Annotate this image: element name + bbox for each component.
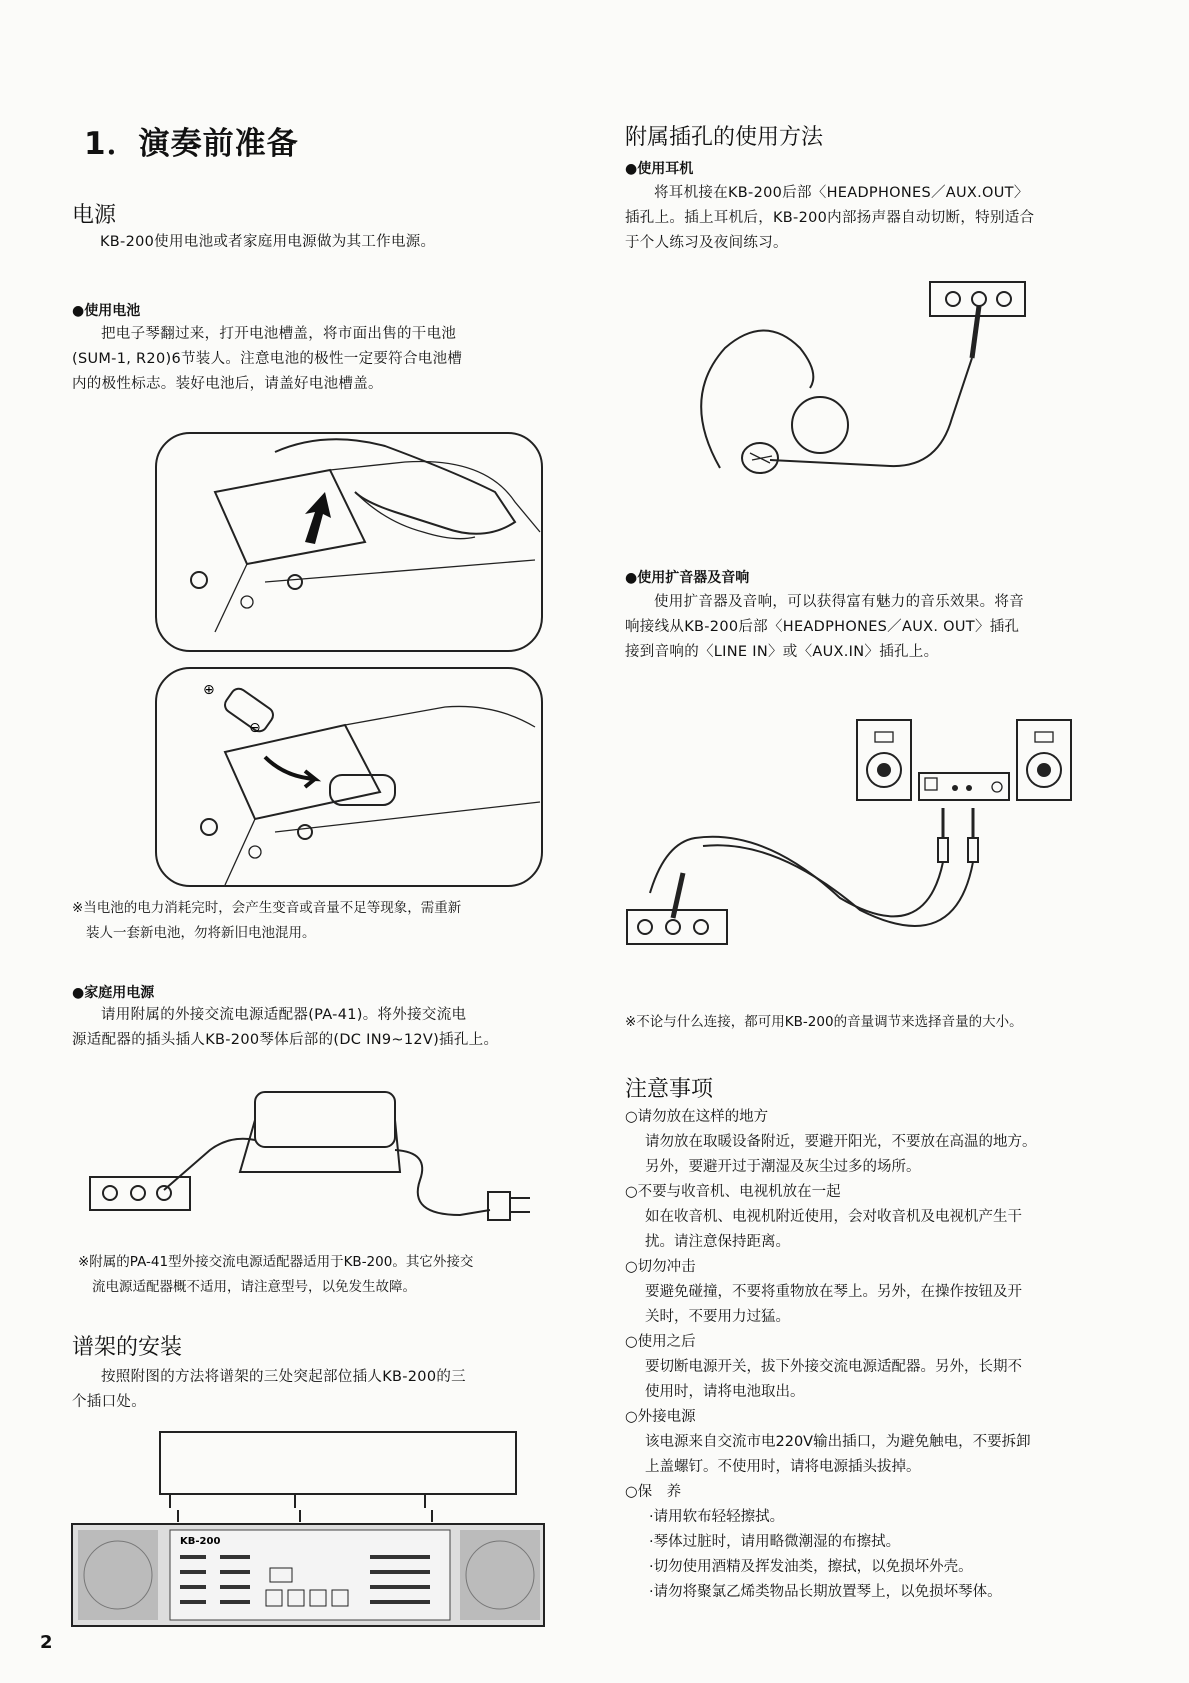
music-stand-illustration: [70, 1430, 546, 1630]
stand-line: 个插口处。: [72, 1394, 146, 1410]
caution-item-text: 要切断电源开关，拔下外接交流电源适配器。另外，长期不: [645, 1359, 1022, 1375]
headphone-heading: ●使用耳机: [625, 161, 694, 177]
caution-item-text: 扰。请注意保持距离。: [645, 1234, 790, 1250]
battery-line: 内的极性标志。装好电池后，请盖好电池槽盖。: [72, 376, 383, 392]
page-number: 2: [40, 1632, 53, 1653]
battery-cover-illustration: [155, 432, 543, 652]
svg-text:⊕: ⊕: [203, 682, 215, 698]
caution-item-title: ○切勿冲击: [625, 1259, 696, 1275]
battery-note: [72, 896, 562, 946]
headphone-illustration: [690, 278, 1040, 498]
caution-item-text: 要避免碰撞，不要将重物放在琴上。另外，在操作按钮及开: [645, 1284, 1022, 1300]
caution-item-text: 使用时，请将电池取出。: [645, 1384, 805, 1400]
headphone-line: 于个人练习及夜间练习。: [625, 235, 788, 251]
caution-item-text: 关时，不要用力过猛。: [645, 1309, 790, 1325]
battery-paragraph: [72, 322, 552, 397]
caution-item-title: ○外接电源: [625, 1409, 696, 1425]
caution-item: [625, 1255, 1105, 1330]
caution-item: [625, 1105, 1105, 1180]
care-bullet: ·请用软布轻轻擦拭。: [649, 1509, 785, 1525]
caution-item: [625, 1180, 1105, 1255]
power-heading: 电源: [72, 203, 117, 228]
caution-list: [625, 1105, 1105, 1605]
battery-heading: ●使用电池: [72, 303, 141, 319]
battery-line: 把电子琴翻过来，打开电池槽盖，将市面出售的干电池: [101, 326, 457, 342]
headphone-line: 插孔上。插上耳机后，KB-200内部扬声器自动切断，特别适合: [625, 210, 1035, 226]
home-line: 源适配器的插头插人KB-200琴体后部的(DC IN9~12V)插孔上。: [72, 1032, 499, 1048]
home-power-heading: ●家庭用电源: [72, 985, 155, 1001]
amp-paragraph: [625, 590, 1105, 665]
stand-heading: 谱架的安装: [72, 1335, 183, 1360]
caution-item-title: ○使用之后: [625, 1334, 696, 1350]
care-bullet: ·琴体过脏时，请用略微潮湿的布擦拭。: [649, 1534, 901, 1550]
page-title: 1．演奏前准备: [84, 126, 299, 162]
note-line: 流电源适配器概不适用，请注意型号，以免发生故障。: [92, 1279, 416, 1295]
stand-paragraph: [72, 1365, 562, 1415]
battery-line: (SUM-1, R20)6节装人。注意电池的极性一定要符合电池槽: [72, 351, 463, 367]
caution-item-text: 上盖螺钉。不使用时，请将电源插头拔掉。: [645, 1459, 921, 1475]
care-bullet: ·请勿将聚氯乙烯类物品长期放置琴上，以免损坏琴体。: [649, 1584, 1002, 1600]
amplifier-illustration: [625, 718, 1075, 948]
care-bullet: ·切勿使用酒精及挥发油类，擦拭，以免损坏外壳。: [649, 1559, 973, 1575]
caution-item-text: 请勿放在取暖设备附近，要避开阳光，不要放在高温的地方。: [645, 1134, 1037, 1150]
battery-insert-illustration: [155, 667, 543, 887]
adapter-illustration: [90, 1080, 550, 1230]
jacks-heading: 附属插孔的使用方法: [625, 125, 824, 150]
volume-note: ※不论与什么连接，都可用KB-200的音量调节来选择音量的大小。: [625, 1014, 1023, 1030]
caution-item: [625, 1405, 1105, 1480]
caution-item-title: ○保 养: [625, 1484, 682, 1500]
home-line: 请用附属的外接交流电源适配器(PA-41)。将外接交流电: [101, 1007, 467, 1023]
caution-heading: 注意事项: [625, 1077, 714, 1102]
amp-line: 接到音响的〈LINE IN〉或〈AUX.IN〉插孔上。: [625, 644, 939, 660]
note-line: ※当电池的电力消耗完时，会产生变音或音量不足等现象，需重新: [72, 900, 462, 916]
keyboard-brand-label: KB-200: [180, 1536, 221, 1547]
caution-item-title: ○请勿放在这样的地方: [625, 1109, 769, 1125]
stand-line: 按照附图的方法将谱架的三处突起部位插人KB-200的三: [101, 1369, 466, 1385]
note-line: ※附属的PA-41型外接交流电源适配器适用于KB-200。其它外接交: [78, 1254, 474, 1270]
caution-item-title: ○不要与收音机、电视机放在一起: [625, 1184, 841, 1200]
adapter-note: [78, 1250, 568, 1300]
caution-item-text: 该电源来自交流市电220V输出插口，为避免触电，不要拆卸: [645, 1434, 1031, 1450]
amp-line: 使用扩音器及音响，可以获得富有魅力的音乐效果。将音: [654, 594, 1024, 610]
caution-item: [625, 1480, 1105, 1605]
headphone-paragraph: [625, 181, 1105, 256]
note-line: 装人一套新电池，勿将新旧电池混用。: [86, 925, 316, 941]
amp-line: 响接线从KB-200后部〈HEADPHONES／AUX. OUT〉插孔: [625, 619, 1020, 635]
caution-item: [625, 1330, 1105, 1405]
svg-text:⊖: ⊖: [249, 720, 261, 736]
caution-item-text: 另外，要避开过于潮湿及灰尘过多的场所。: [645, 1159, 921, 1175]
caution-item-text: 如在收音机、电视机附近使用，会对收音机及电视机产生干: [645, 1209, 1022, 1225]
amp-heading: ●使用扩音器及音响: [625, 570, 750, 586]
power-intro: KB-200使用电池或者家庭用电源做为其工作电源。: [100, 234, 436, 250]
headphone-line: 将耳机接在KB-200后部〈HEADPHONES／AUX.OUT〉: [654, 185, 1029, 201]
home-power-paragraph: [72, 1003, 562, 1053]
